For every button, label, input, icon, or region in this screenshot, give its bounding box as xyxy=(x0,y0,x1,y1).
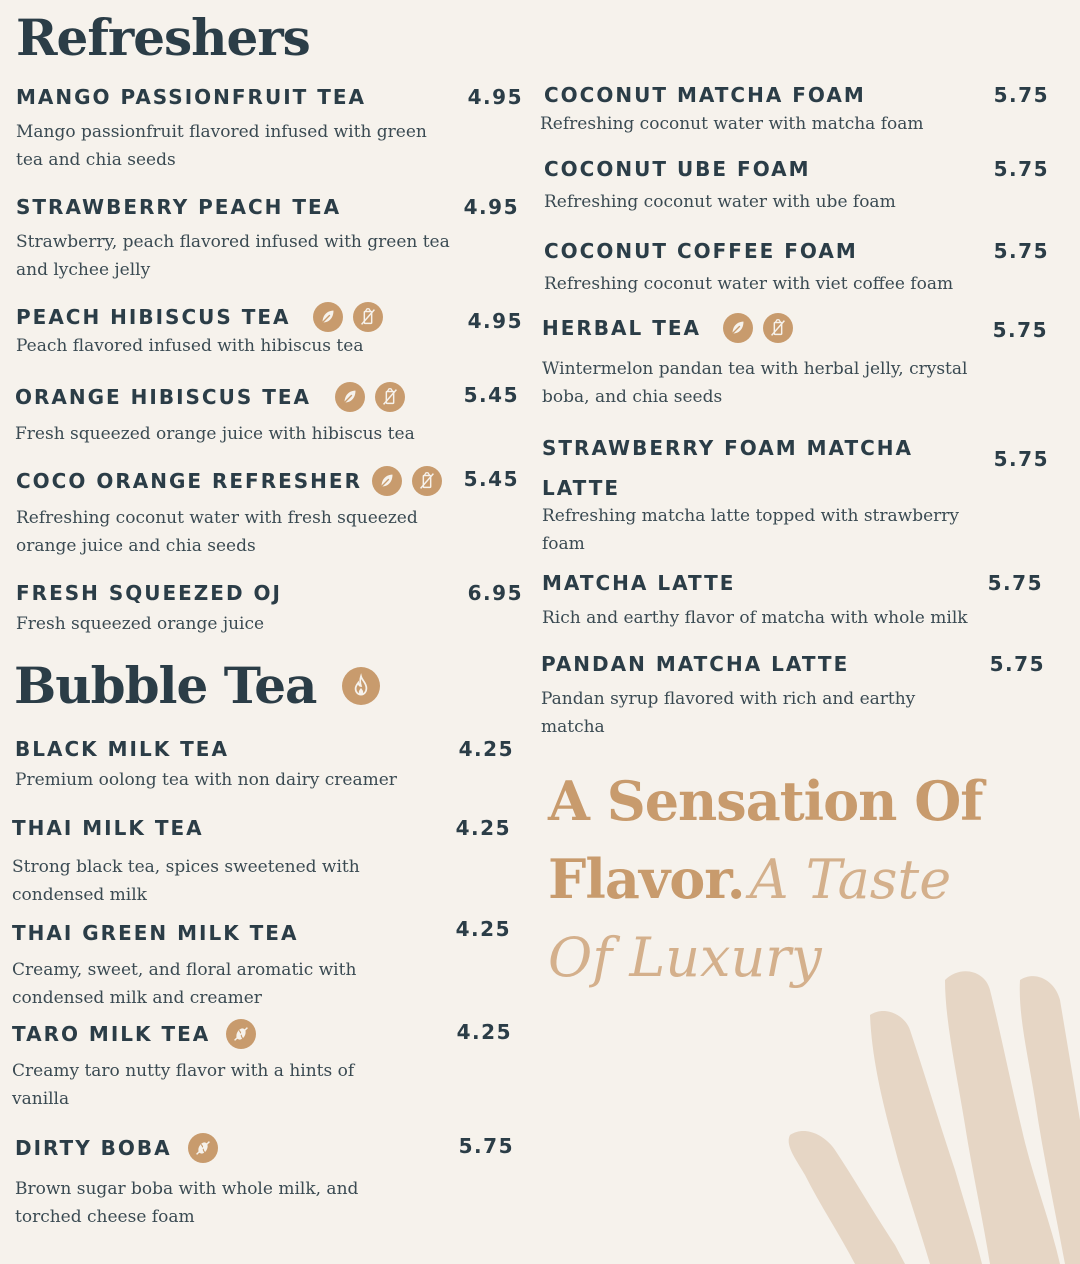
no-dairy-icon xyxy=(353,302,383,332)
item-price: 4.25 xyxy=(456,1020,512,1044)
no-dairy-icon xyxy=(763,313,793,343)
item-name: STRAWBERRY FOAM MATCHA LATTE xyxy=(542,436,913,500)
item-description: Peach flavored infused with hibiscus tea xyxy=(16,336,364,356)
item-description: Refreshing matcha latte topped with strawberry foam xyxy=(542,506,959,554)
item-name: STRAWBERRY PEACH TEA xyxy=(16,195,342,219)
menu-item-thai-milk-tea xyxy=(12,815,511,909)
item-description: Brown sugar boba with whole milk, and torched cheese foam xyxy=(15,1179,359,1227)
menu-item-coconut-matcha-foam xyxy=(540,82,1049,138)
item-price: 4.25 xyxy=(458,737,514,761)
no-caffeine-icon xyxy=(188,1133,218,1163)
menu-item-coco-orange-refresher xyxy=(16,466,519,560)
item-description: Wintermelon pandan tea with herbal jelly, crystal boba, and chia seeds xyxy=(542,359,968,407)
item-description: Strawberry, peach flavored infused with green tea and lychee jelly xyxy=(16,232,450,280)
menu-item-pandan-matcha-latte xyxy=(541,651,1045,741)
item-description: Strong black tea, spices sweetened with condensed milk xyxy=(12,857,360,905)
item-price: 6.95 xyxy=(467,581,523,605)
item-price: 5.75 xyxy=(993,157,1049,181)
menu-item-coconut-coffee-foam xyxy=(544,238,1049,298)
item-name: COCO ORANGE REFRESHER xyxy=(16,469,362,493)
tagline xyxy=(548,762,1048,997)
item-price: 5.75 xyxy=(993,83,1049,107)
item-description: Mango passionfruit flavored infused with green tea and chia seeds xyxy=(16,122,427,170)
item-name: COCONUT UBE FOAM xyxy=(544,157,811,181)
refreshers-title: Refreshers xyxy=(16,8,310,67)
bubble-tea-heading xyxy=(14,656,380,715)
decorative-leaves xyxy=(760,960,1080,1264)
item-price: 5.75 xyxy=(989,652,1045,676)
item-description: Refreshing coconut water with viet coffee foam xyxy=(544,274,954,294)
item-description: Premium oolong tea with non dairy creamer xyxy=(15,770,397,790)
item-price: 5.75 xyxy=(993,447,1049,471)
item-price: 4.25 xyxy=(455,917,511,941)
item-name: PANDAN MATCHA LATTE xyxy=(541,652,850,676)
menu-item-peach-hibiscus-tea xyxy=(16,302,523,360)
menu-item-mango-passionfruit-tea xyxy=(16,84,523,174)
item-description: Refreshing coconut water with matcha foam xyxy=(540,114,924,134)
no-caffeine-icon xyxy=(226,1019,256,1049)
item-price: 5.75 xyxy=(992,318,1048,342)
item-price: 4.25 xyxy=(455,816,511,840)
item-price: 4.95 xyxy=(463,195,519,219)
no-dairy-icon xyxy=(375,382,405,412)
item-description: Fresh squeezed orange juice xyxy=(16,614,265,634)
menu-item-strawberry-peach-tea xyxy=(16,194,521,284)
item-name: THAI GREEN MILK TEA xyxy=(12,921,299,945)
item-name: MANGO PASSIONFRUIT TEA xyxy=(16,85,367,109)
item-description: Refreshing coconut water with ube foam xyxy=(544,192,896,212)
item-name: MATCHA LATTE xyxy=(542,571,736,595)
menu-item-dirty-boba xyxy=(15,1133,514,1231)
item-description: Rich and earthy flavor of matcha with whole milk xyxy=(542,608,968,628)
no-dairy-icon xyxy=(412,466,442,496)
tagline-line-2-italic: A Taste xyxy=(749,848,952,911)
item-price: 5.75 xyxy=(987,571,1043,595)
tagline-line-2-bold: Flavor. xyxy=(548,847,745,911)
item-price: 5.45 xyxy=(463,383,519,407)
item-name: THAI MILK TEA xyxy=(12,816,204,840)
menu-item-strawberry-foam-matcha-latte xyxy=(542,428,1049,558)
menu-item-orange-hibiscus-tea xyxy=(15,382,519,448)
item-description: Pandan syrup flavored with rich and earthy matcha xyxy=(541,689,916,737)
leaf-icon xyxy=(372,466,402,496)
item-price: 5.45 xyxy=(463,467,519,491)
item-name: HERBAL TEA xyxy=(542,316,702,340)
menu-item-thai-green-milk-tea xyxy=(12,917,511,1012)
leaf-icon xyxy=(723,313,753,343)
menu-item-fresh-squeezed-oj xyxy=(16,580,523,638)
menu-item-taro-milk-tea xyxy=(12,1019,512,1113)
item-name: TARO MILK TEA xyxy=(12,1022,211,1046)
item-price: 5.75 xyxy=(458,1134,514,1158)
item-description: Creamy, sweet, and floral aromatic with condensed milk and creamer xyxy=(12,960,357,1008)
item-name: DIRTY BOBA xyxy=(15,1136,172,1160)
item-price: 4.95 xyxy=(467,85,523,109)
item-name: COCONUT MATCHA FOAM xyxy=(544,83,866,107)
item-description: Refreshing coconut water with fresh squeezed orange juice and chia seeds xyxy=(16,508,418,556)
leaf-icon xyxy=(335,382,365,412)
tagline-line-3: Of Luxury xyxy=(548,926,822,989)
item-name: PEACH HIBISCUS TEA xyxy=(16,305,291,329)
item-name: COCONUT COFFEE FOAM xyxy=(544,239,858,263)
menu-item-matcha-latte xyxy=(542,570,1043,632)
item-name: BLACK MILK TEA xyxy=(15,737,229,761)
item-description: Creamy taro nutty flavor with a hints of vanilla xyxy=(12,1061,355,1109)
bubble-tea-title: Bubble Tea xyxy=(14,656,317,715)
leaf-icon xyxy=(313,302,343,332)
menu-item-coconut-ube-foam xyxy=(544,156,1049,216)
item-price: 5.75 xyxy=(993,239,1049,263)
item-name: FRESH SQUEEZED OJ xyxy=(16,581,282,605)
item-price: 4.95 xyxy=(467,309,523,333)
menu-item-black-milk-tea xyxy=(15,736,514,794)
menu-item-herbal-tea xyxy=(542,313,1048,411)
item-name: ORANGE HIBISCUS TEA xyxy=(15,385,311,409)
tagline-line-1: A Sensation Of xyxy=(548,769,983,833)
flame-icon xyxy=(342,667,380,705)
item-description: Fresh squeezed orange juice with hibiscus tea xyxy=(15,424,415,444)
